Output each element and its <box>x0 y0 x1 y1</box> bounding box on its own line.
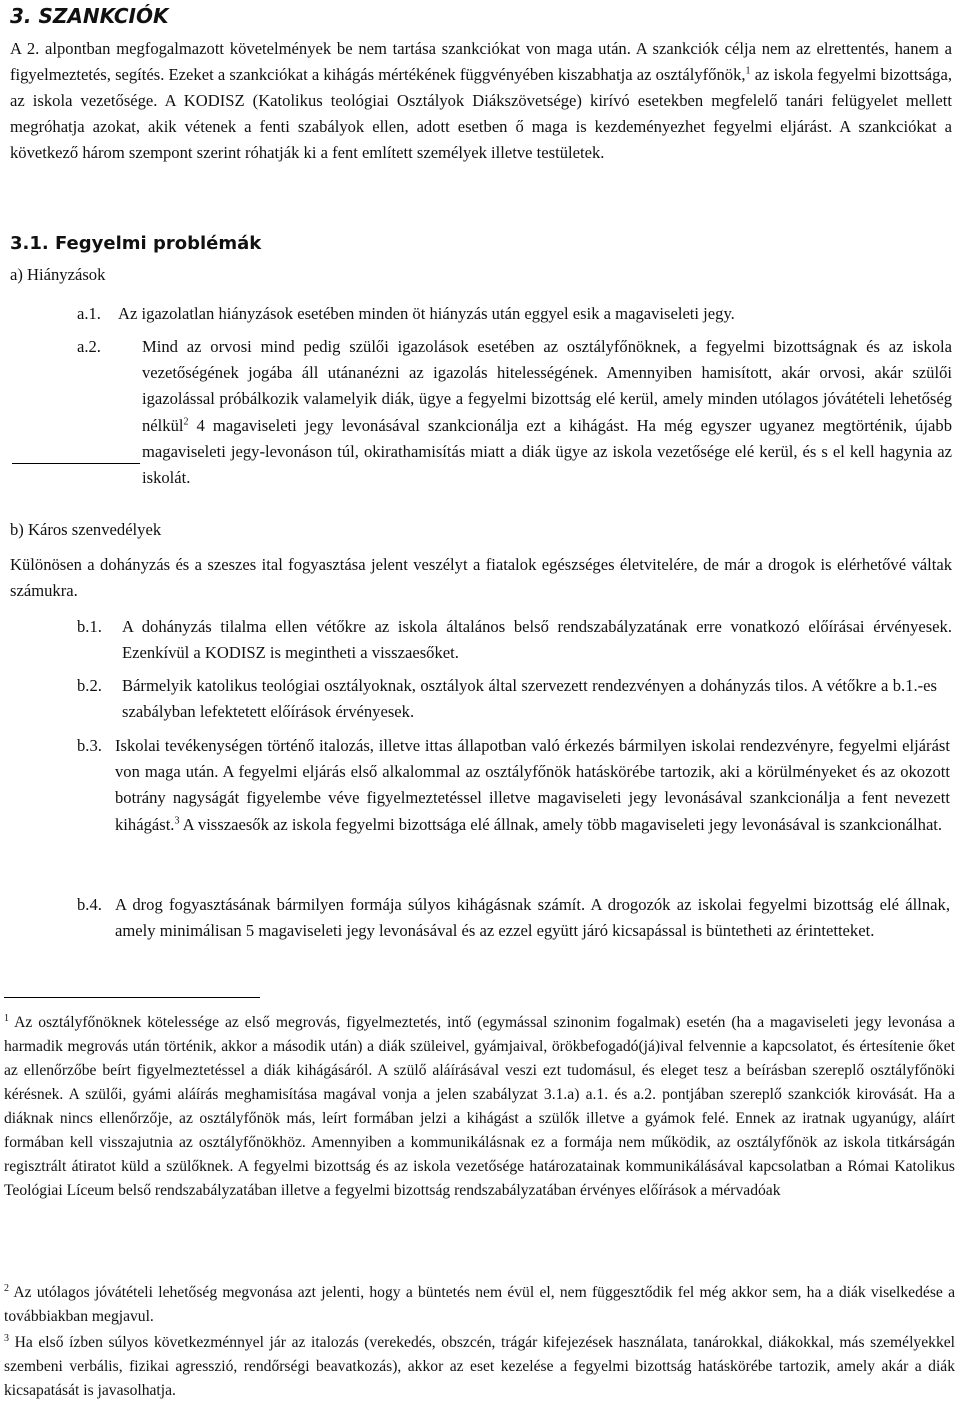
footnote-3 <box>4 1331 955 1403</box>
rule-number: b.1. <box>77 617 102 636</box>
rule-number: b.2. <box>77 676 102 695</box>
footnote-text-2: Az utólagos jóvátételi lehetőség megvonása azt jelenti, hogy a büntetés nem évül el, nem függesztődik fel még akkor sem, ha a diák viselkedése a továbbiakban megjavul. <box>4 1284 955 1325</box>
rule-number: a.1. <box>77 304 101 323</box>
rule-text: A dohányzás tilalma ellen vétőkre az iskola általános belső rendszabályzatának erre vonatkozó előírásai érvényesek. Ezenkívül a KODISZ is megintheti a visszaesőket. <box>122 617 952 663</box>
section-heading: 3.1. Fegyelmi problémák <box>10 233 262 254</box>
footnote-ref-2: 2 <box>183 416 189 428</box>
rule-item-b1 <box>77 614 952 668</box>
separator-line <box>12 463 140 464</box>
rule-item-a1 <box>77 301 952 327</box>
rule-item-a2 <box>77 334 952 504</box>
rule-item-b3 <box>77 733 952 893</box>
rule-number: b.4. <box>77 895 102 914</box>
rule-text: A drog fogyasztásának bármilyen formája súlyos kihágásnak számít. A drogozók az iskolai fegyelmi bizottság elé állnak, amely minimálisan 5 magaviseleti jegy levonásával és az ezzel együtt járó kicsapással is büntetheti az érintetteket. <box>115 895 950 941</box>
footnote-marker-1: 1 <box>4 1012 9 1024</box>
b-intro-paragraph: Különösen a dohányzás és a szeszes ital fogyasztása jelent veszélyt a fiatalok egészséges életvitelére, de már a drogok is elérhetővé váltak számukra. <box>10 555 952 601</box>
rule-text-part-2: 4 magaviseleti jegy levonásával szankcionálja ezt a kihágást. Ha még egyszer ugyanez megtörténik, újabb magaviseleti jegy-levonáson túl, okirathamisítás miatt a diák ügye az iskola vezetősége elé kerül, és s el kell hagynia az iskolát. <box>142 415 952 488</box>
footnote-text-1: Az osztályfőnöknek kötelessége az első megrovás, figyelmeztetés, intő (egymással szinonim fogalmak) esetén (ha a magaviseleti jegy levonása a harmadik megrovás után történik, akkor a második után) a diák szüleivel, gyámjaival, örökbefogadó(já)ival felvennie a kapcsolatot, és értesítenie őket az ellenőrzőbe beírt figyelmeztetéssel a diák kihágásáról. A szülő aláírásával veszi ezt tudomásul, és eleget tesz a beírásban szereplő osztályfőnöki kérésnek. A szülői, gyámi aláírás meghamisítása magával vonja a jelen szabályzat 3.1.a) a.1. és a.2. pontjában szereplő szankciók kirovását. Ha a diáknak nincs ellenőrzője, az osztályfőnök más, leírt formában jelzi a kihágást a szülők illetve a gyámok felé. Ennek az iratnak ugyanúgy, aláírt formában kell visszajutnia az osztályfőnökhöz. Amennyiben a kommunikálásnak ez a formája nem működik, az osztályfőnök az iskola titkárságán regisztrált átiratot küld a szülőknek. A fegyelmi bizottság és az iskola vezetősége határozatainak kommunikálásával kapcsolatban a Római Katolikus Teológiai Líceum belső rendszabályzatában illetve a fegyelmi bizottság rendszabályzatában érvényes előírások a mérvadóak <box>4 1014 955 1199</box>
rule-text-part-1: Iskolai tevékenységen történő italozás, illetve ittas állapotban való érkezés bármilyen iskolai rendezvényre, fegyelmi eljárást von maga után. A fegyelmi eljárás első alkalommal az osztályfőnök hatáskörébe tartozik, aki a körülményeket és az okozott botrány nagyságát figyelembe véve figyelmeztetéssel illetve magaviseleti jegy levonásával szankcionálja a fent nevezett kihágást. <box>115 736 950 834</box>
footnote-ref-1: 1 <box>745 65 751 77</box>
rule-text: Bármelyik katolikus teológiai osztályoknak, osztályok által szervezett rendezvényen a dohányzás tilos. A vétőkre a b.1.-es szabályban lefektetett előírások érvényesek. <box>122 676 937 722</box>
rule-text: Az igazolatlan hiányzások esetében minden öt hiányzás után eggyel esik a magaviseleti jegy. <box>118 304 735 323</box>
rule-text <box>115 733 950 838</box>
rule-text-part-1: Mind az orvosi mind pedig szülői igazolások esetében az osztályfőnöknek, a fegyelmi bizottságnak és az iskola vezetőségének jogába áll utánanézni az igazolás hitelességének. Amennyiben hamisított, akár orvosi, akár szülői igazolással próbálkozik valamelyik diák, ügye a fegyelmi bizottság elé kerül, amely minden utólagos jóvátételi lehetőség nélkül <box>142 337 952 435</box>
rule-text <box>142 334 952 491</box>
footnote-marker-2: 2 <box>4 1282 9 1294</box>
rule-number: a.2. <box>77 337 101 356</box>
footnote-1 <box>4 1011 955 1203</box>
chapter-heading: 3. SZANKCIÓK <box>10 4 169 28</box>
subsection-label-a: a) Hiányzások <box>10 265 106 284</box>
footnote-2 <box>4 1281 955 1329</box>
intro-text-1: A 2. alpontban megfogalmazott követelmények be nem tartása szankciókat von maga után. A szankciók célja nem az elrettentés, hanem a figyelmeztetés, segítés. Ezeket a szankciókat a kihágás mértékének függvényében kiszabhatja az osztályfőnök, <box>10 39 952 84</box>
footnote-ref-3: 3 <box>174 815 180 827</box>
subsection-label-b: b) Káros szenvedélyek <box>10 520 162 539</box>
rule-item-b2 <box>77 673 952 727</box>
footnote-separator <box>4 997 260 998</box>
rule-text-part-2: A visszaesők az iskola fegyelmi bizottsága elé állnak, amely több magaviseleti jegy levonásával is szankcionálhat. <box>179 814 943 834</box>
rule-item-b4 <box>77 892 952 974</box>
intro-text-2: az iskola fegyelmi bizottsága, az iskola vezetősége. A KODISZ (Katolikus teológiai Osztályok Diákszövetsége) kirívó esetekben megfelelő tanári felügyelet mellett megróhatja azokat, akik vétenek a fenti szabályok ellen, adott esetben ő maga is kezdeményezhet fegyelmi eljárást. A szankciókat a következő három szempont szerint róhatják ki a fent említett személyek illetve testületek. <box>10 65 952 162</box>
footnote-marker-3: 3 <box>4 1332 9 1344</box>
footnote-text-3: Ha első ízben súlyos következménnyel jár az italozás (verekedés, obszcén, trágár kifejezések használata, tanárokkal, diákokkal, más személyekkel szembeni verbális, fizikai agresszió, rendőrségi beavatkozás), akkor az eset kezelése a fegyelmi bizottság hatáskörébe tartozik, amely akár a diák kicsapatását is javasolhatja. <box>4 1334 955 1399</box>
rule-number: b.3. <box>77 736 102 755</box>
intro-paragraph <box>10 36 952 166</box>
